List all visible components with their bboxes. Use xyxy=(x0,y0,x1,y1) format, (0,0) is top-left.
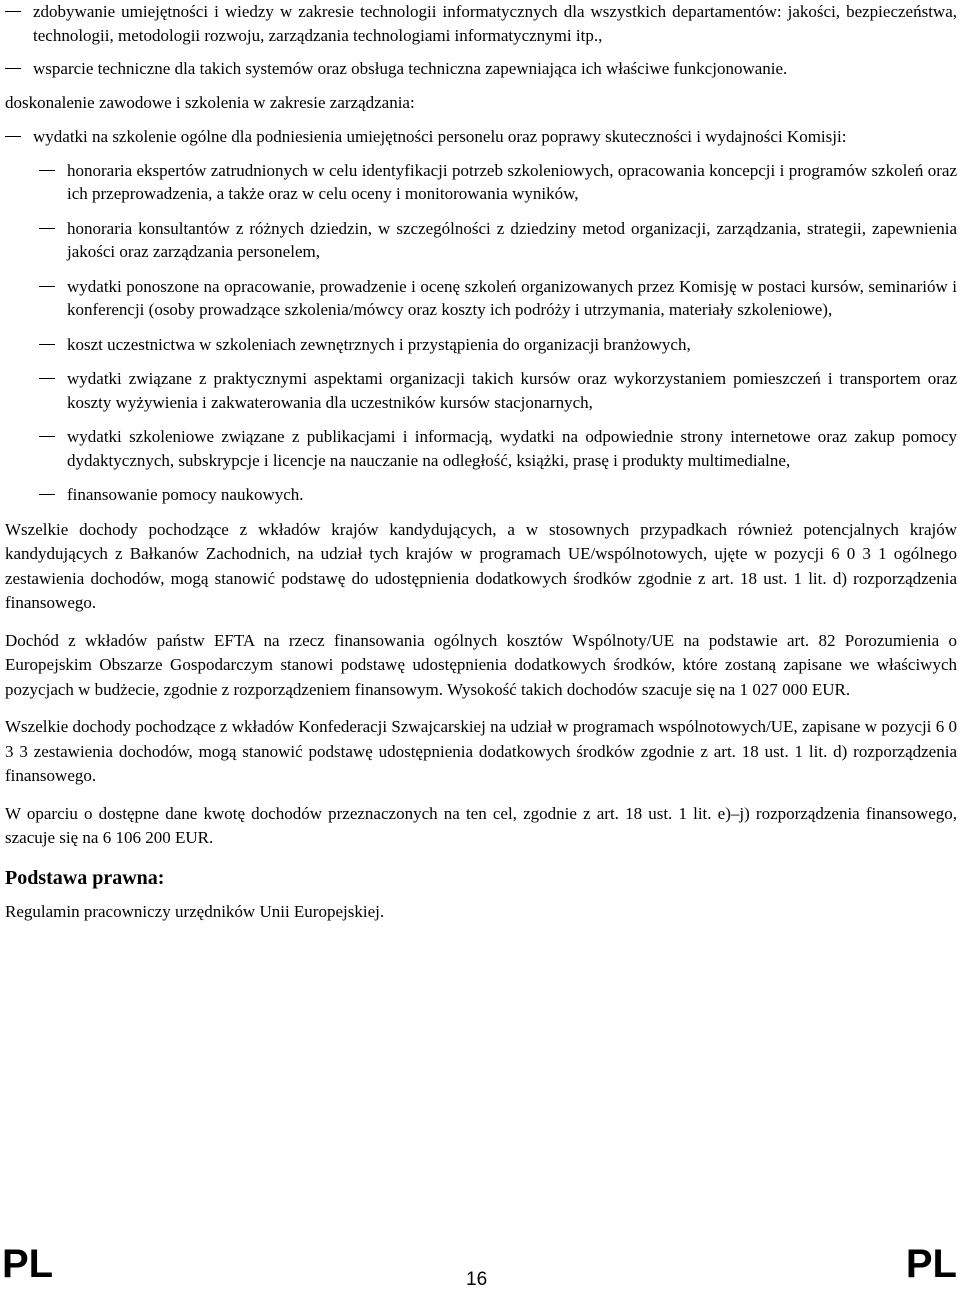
section-lead: doskonalenie zawodowe i szkolenia w zakresie zarządzania: xyxy=(5,92,415,112)
sub-list-item xyxy=(5,333,957,357)
sub-list-item-text: wydatki ponoszone na opracowanie, prowadzenie i ocenę szkoleń organizowanych przez Komisję w postaci kursów, seminariów i konferencji (osoby prowadzące szkolenia/mówcy oraz koszty ich podróży i utrzymania, materiały szkoleniowe), xyxy=(67,276,957,319)
dash-bullet xyxy=(39,286,55,287)
paragraph-switzerland: Wszelkie dochody pochodzące z wkładów Konfederacji Szwajcarskiej na udział w programach wspólnotowych/UE, zapisane w pozycji 6 0 3 3 zestawienia dochodów, mogą stanowić podstawę udostępnienia dodatkowych środków zgodnie z art. 18 ust. 1 lit. d) rozporządzenia finansowego. xyxy=(5,717,957,785)
sub-list-item-text: finansowanie pomocy naukowych. xyxy=(67,485,304,504)
dash-bullet xyxy=(5,11,21,12)
sub-list-item-text: wydatki szkoleniowe związane z publikacjami i informacją, wydatki na odpowiednie strony internetowe oraz zakup pomocy dydaktycznych, subskrypcje i licencje na nauczanie na odległość, książki, prasę i produkty multimedialne, xyxy=(67,427,957,470)
page-footer xyxy=(0,1238,960,1290)
sub-list-item-text: honoraria ekspertów zatrudnionych w celu identyfikacji potrzeb szkoleniowych, opracowania koncepcji i programów szkoleń oraz ich przeprowadzenia, a także oraz w celu oceny i monitorowania wyników, xyxy=(67,160,957,203)
sub-list-item xyxy=(5,483,957,507)
dash-bullet xyxy=(39,436,55,437)
list-item-text: zdobywanie umiejętności i wiedzy w zakresie technologii informatycznych dla wszystkich departamentów: jakości, bezpieczeństwa, technologii, metodologii rozwoju, zarządzania technologiami informatycznymi itp., xyxy=(33,2,957,45)
page-number: 16 xyxy=(466,1269,488,1290)
dash-bullet xyxy=(5,68,21,69)
footer-language-right: PL xyxy=(905,1242,957,1286)
document-page xyxy=(5,0,957,937)
sub-list-item-text: wydatki związane z praktycznymi aspektami organizacji takich kursów oraz wykorzystaniem pomieszczeń i transportem oraz koszty wyżywienia i zakwaterowania dla uczestników kursów stacjonarnych, xyxy=(67,369,957,412)
paragraph-candidate-countries: Wszelkie dochody pochodzące z wkładów krajów kandydujących, a w stosownych przypadkach również potencjalnych krajów kandydujących z Bałkanów Zachodnich, na udział tych krajów w programach UE/wspólnotowych, ujęte w pozycji 6 0 3 1 ogólnego zestawienia dochodów, mogą stanowić podstawę do udostępnienia dodatkowych środków zgodnie z art. 18 ust. 1 lit. d) rozporządzenia finansowego. xyxy=(5,519,957,612)
dash-bullet xyxy=(5,136,21,137)
sub-list-item xyxy=(5,275,957,322)
dash-bullet xyxy=(39,170,55,171)
list-item-text: wsparcie techniczne dla takich systemów oraz obsługa techniczna zapewniająca ich właściwe funkcjonowanie. xyxy=(33,59,788,78)
sub-list-item xyxy=(5,159,957,206)
list-item xyxy=(5,0,957,47)
list-item xyxy=(5,125,957,149)
sub-list-item-text: honoraria konsultantów z różnych dziedzin, w szczególności z dziedziny metod organizacji, zarządzania, strategii, zapewnienia jakości oraz zarządzania personelem, xyxy=(67,218,957,261)
legal-basis-heading: Podstawa prawna: xyxy=(5,866,165,889)
footer-language-left: PL xyxy=(2,1242,54,1286)
dash-bullet xyxy=(39,494,55,495)
list-item-text: wydatki na szkolenie ogólne dla podniesienia umiejętności personelu oraz poprawy skuteczności i wydajności Komisji: xyxy=(33,127,847,146)
legal-basis-text: Regulamin pracowniczy urzędników Unii Europejskiej. xyxy=(5,901,385,921)
paragraph-efta: Dochód z wkładów państw EFTA na rzecz finansowania ogólnych kosztów Wspólnoty/UE na podstawie art. 82 Porozumienia o Europejskim Obszarze Gospodarczym stanowi podstawę udostępnienia dodatkowych środków, które zostaną zapisane we właściwych pozycjach w budżecie, zgodnie z rozporządzeniem finansowym. Wysokość takich dochodów szacuje się na 1 027 000 EUR. xyxy=(5,630,957,699)
sub-list-item xyxy=(5,425,957,472)
dash-bullet xyxy=(39,344,55,345)
paragraph-estimate: W oparciu o dostępne dane kwotę dochodów przeznaczonych na ten cel, zgodnie z art. 18 ust. 1 lit. e)–j) rozporządzenia finansowego, szacuje się na 6 106 200 EUR. xyxy=(5,803,957,847)
sub-list-item-text: koszt uczestnictwa w szkoleniach zewnętrznych i przystąpienia do organizacji branżowych, xyxy=(67,334,691,354)
list-item xyxy=(5,57,957,81)
sub-list-item xyxy=(5,217,957,264)
dash-bullet xyxy=(39,228,55,229)
dash-bullet xyxy=(39,378,55,379)
sub-list-item xyxy=(5,367,957,414)
